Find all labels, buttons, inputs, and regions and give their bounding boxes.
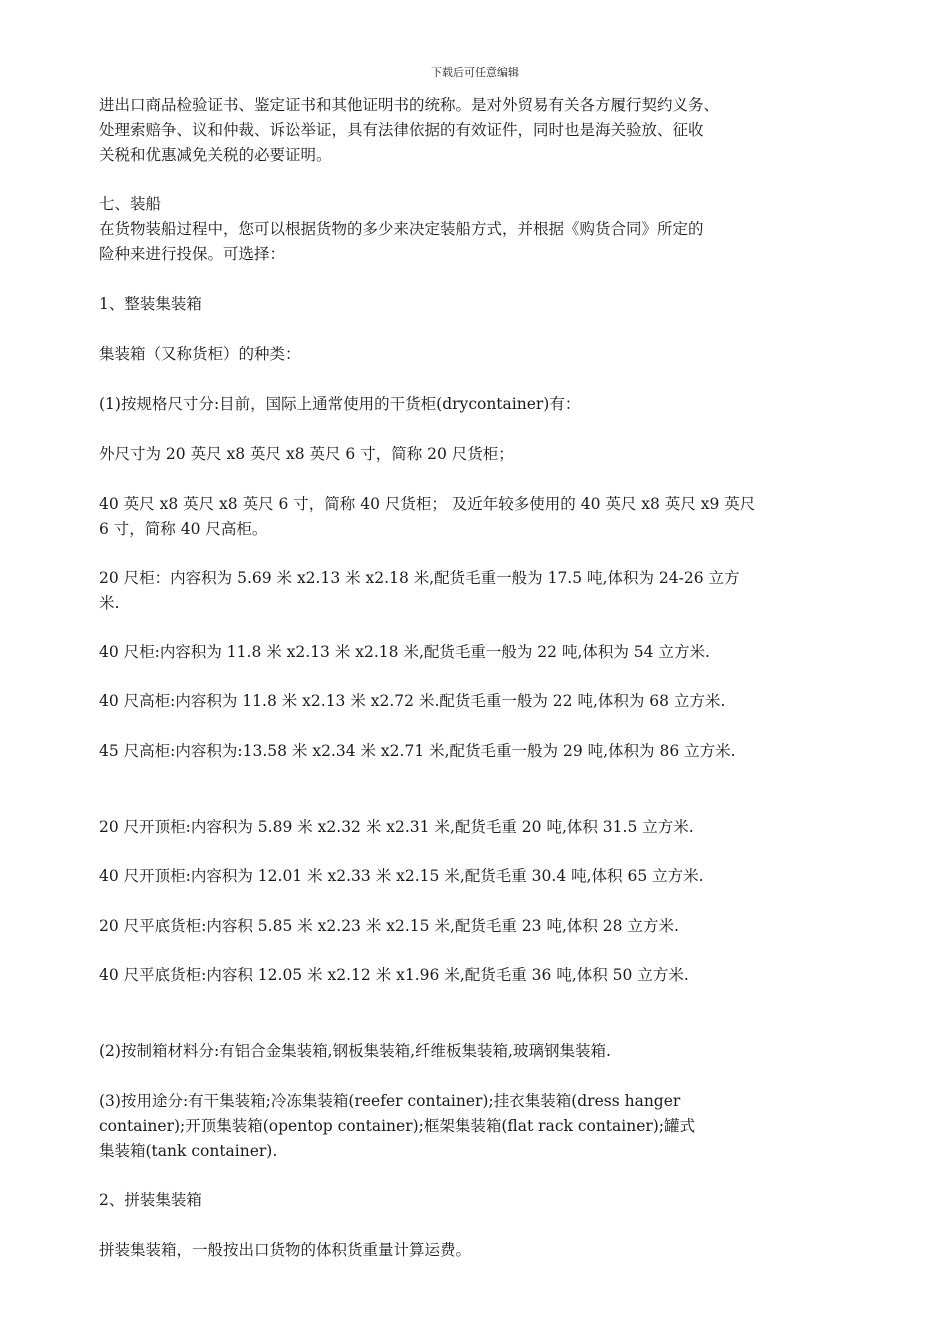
text-line: 关税和优惠减免关税的必要证明。: [99, 146, 332, 164]
paragraph-40ft-open-top: [99, 864, 855, 889]
section-heading: 七、装船: [99, 195, 162, 213]
paragraph-by-size: [99, 392, 855, 417]
subheading-lcl-container: [99, 1188, 855, 1213]
text-line: 40 英尺 x8 英尺 x8 英尺 6 寸，简称 40 尺货柜； 及近年较多使用的 40 英尺 x8 英尺 x9 英尺: [99, 495, 756, 513]
paragraph-40ft-high-cube: [99, 689, 855, 714]
text-line: 2、拼装集装箱: [99, 1191, 202, 1209]
text-line: 40 尺平底货柜:内容积 12.05 米 x2.12 米 x1.96 米,配货毛重 36 吨,体积 50 立方米.: [99, 966, 689, 984]
text-line: 20 尺平底货柜:内容积 5.85 米 x2.23 米 x2.15 米,配货毛重 23 吨,体积 28 立方米.: [99, 917, 679, 935]
paragraph-40ft-size: [99, 492, 855, 542]
paragraph-by-use: [99, 1089, 855, 1164]
text-line: 40 尺高柜:内容积为 11.8 米 x2.13 米 x2.72 米.配货毛重一般为 22 吨,体积为 68 立方米.: [99, 692, 726, 710]
page-header: 下载后可任意编辑: [431, 66, 519, 79]
text-line: (3)按用途分:有干集装箱;冷冻集装箱(reefer container);挂衣集装箱(dress hanger: [99, 1092, 681, 1110]
paragraph-20ft-flat-bottom: [99, 914, 855, 939]
paragraph-40ft-container: [99, 640, 855, 665]
paragraph-20ft-container: [99, 566, 855, 616]
paragraph-45ft-high-cube: [99, 739, 855, 764]
text-line: (2)按制箱材料分:有铝合金集装箱,钢板集装箱,纤维板集装箱,玻璃钢集装箱.: [99, 1042, 611, 1060]
paragraph-container-types: [99, 342, 855, 367]
text-line: 险种来进行投保。可选择：: [99, 245, 286, 263]
section-shipping: [99, 192, 855, 267]
text-line: 40 尺开顶柜:内容积为 12.01 米 x2.33 米 x2.15 米,配货毛重 30.4 吨,体积 65 立方米.: [99, 867, 704, 885]
text-line: (1)按规格尺寸分:目前，国际上通常使用的干货柜(drycontainer)有：: [99, 395, 581, 413]
text-line: 在货物装船过程中，您可以根据货物的多少来决定装船方式，并根据《购货合同》所定的: [99, 220, 704, 238]
text-line: 20 尺开顶柜:内容积为 5.89 米 x2.32 米 x2.31 米,配货毛重 20 吨,体积 31.5 立方米.: [99, 818, 694, 836]
text-line: 45 尺高柜:内容积为:13.58 米 x2.34 米 x2.71 米,配货毛重一般为 29 吨,体积为 86 立方米.: [99, 742, 736, 760]
text-line: 拼装集装箱，一般按出口货物的体积货重量计算运费。: [99, 1241, 472, 1259]
text-line: 集装箱(tank container).: [99, 1142, 278, 1160]
paragraph-by-material: [99, 1039, 855, 1064]
paragraph-20ft-open-top: [99, 815, 855, 840]
text-line: container);开顶集装箱(opentop container);框架集装箱(flat rack container);罐式: [99, 1117, 696, 1135]
text-line: 6 寸，简称 40 尺高柜。: [99, 520, 268, 538]
paragraph-lcl-freight: [99, 1238, 855, 1263]
subheading-full-container: [99, 292, 855, 317]
text-line: 20 尺柜：内容积为 5.69 米 x2.13 米 x2.18 米,配货毛重一般为 17.5 吨,体积为 24-26 立方: [99, 569, 740, 587]
paragraph-20ft-size: [99, 442, 855, 467]
paragraph-40ft-flat-bottom: [99, 963, 855, 988]
text-line: 米.: [99, 594, 120, 612]
text-line: 处理索赔争、议和仲裁、诉讼举证，具有法律依据的有效证件，同时也是海关验放、征收: [99, 121, 704, 139]
text-line: 集装箱（又称货柜）的种类：: [99, 345, 301, 363]
paragraph-inspection-certificate: [99, 93, 855, 168]
text-line: 进出口商品检验证书、鉴定证书和其他证明书的统称。是对外贸易有关各方履行契约义务、: [99, 96, 720, 114]
text-line: 40 尺柜:内容积为 11.8 米 x2.13 米 x2.18 米,配货毛重一般为 22 吨,体积为 54 立方米.: [99, 643, 710, 661]
text-line: 外尺寸为 20 英尺 x8 英尺 x8 英尺 6 寸，简称 20 尺货柜；: [99, 445, 514, 463]
text-line: 1、整装集装箱: [99, 295, 202, 313]
